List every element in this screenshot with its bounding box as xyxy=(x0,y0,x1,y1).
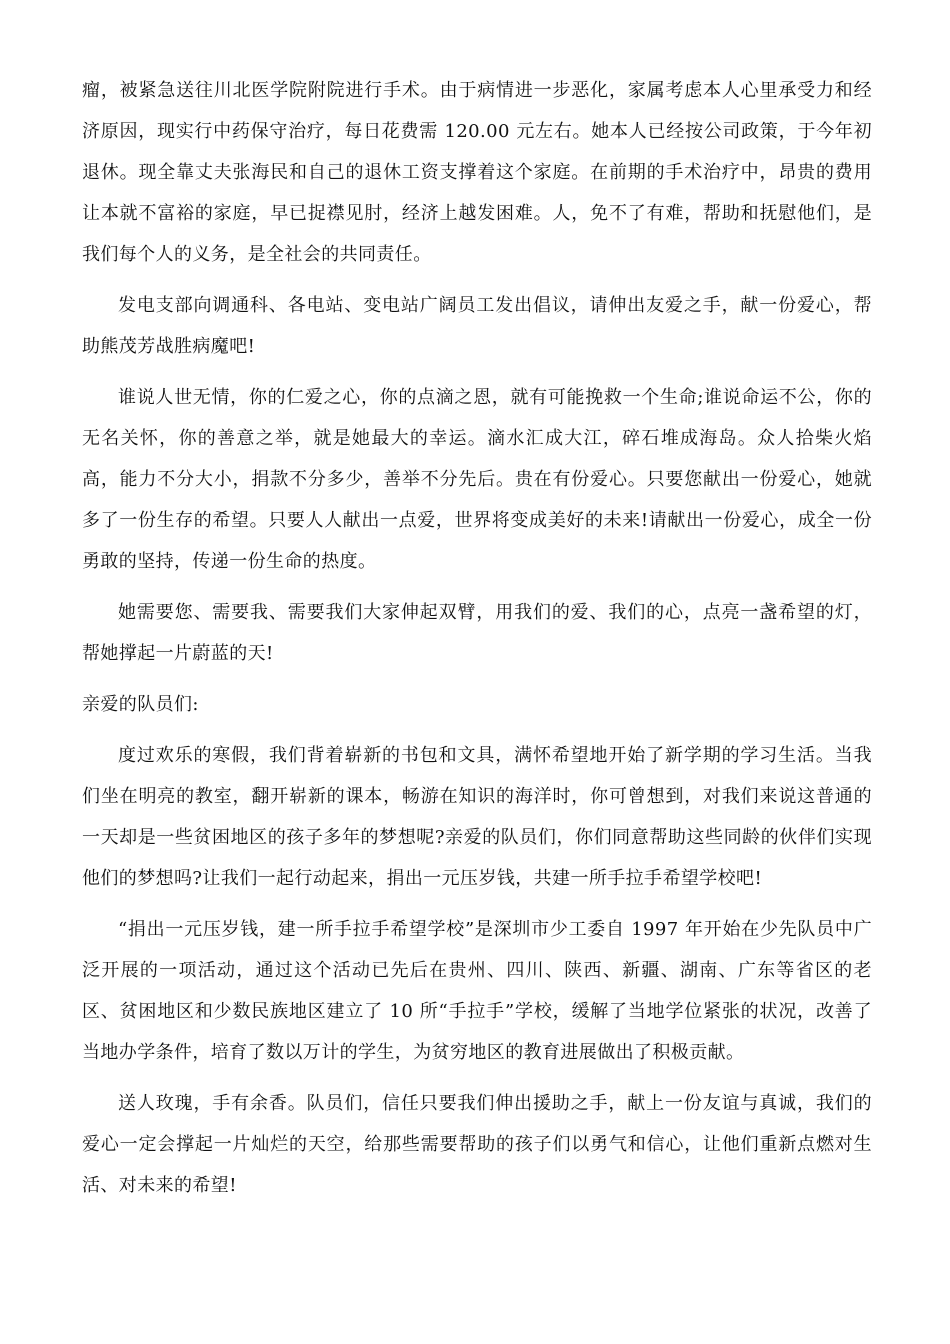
paragraph-5: 度过欢乐的寒假，我们背着崭新的书包和文具，满怀希望地开始了新学期的学习生活。当我们坐在明亮的教室，翻开崭新的课本，畅游在知识的海洋时，你可曾想到，对我们来说这普通的一天却是一些贫困地区的孩子多年的梦想呢?亲爱的队员们，你们同意帮助这些同龄的伙伴们实现他们的梦想吗?让我们一起行动起来，捐出一元压岁钱，共建一所手拉手希望学校吧! xyxy=(82,745,872,889)
paragraph-2: 发电支部向调通科、各电站、变电站广阔员工发出倡议，请伸出友爱之手，献一份爱心，帮助熊茂芳战胜病魔吧! xyxy=(82,295,872,357)
paragraph-4: 她需要您、需要我、需要我们大家伸起双臂，用我们的爱、我们的心，点亮一盏希望的灯，帮她撑起一片蔚蓝的天! xyxy=(82,602,872,664)
paragraph-7: 送人玫瑰，手有余香。队员们，信任只要我们伸出援助之手，献上一份友谊与真诚，我们的爱心一定会撑起一片灿烂的天空，给那些需要帮助的孩子们以勇气和信心，让他们重新点燃对生活、对未来的希望! xyxy=(82,1093,872,1196)
paragraph-1: 瘤，被紧急送往川北医学院附院进行手术。由于病情进一步恶化，家属考虑本人心里承受力和经济原因，现实行中药保守治疗，每日花费需 120.00 元左右。她本人已经按公司政策，于今年初退休。现全靠丈夫张海民和自己的退休工资支撑着这个家庭。在前期的手术治疗中，昂贵的费用让本就不富裕的家庭，早已捉襟见肘，经济上越发困难。人，免不了有难，帮助和抚慰他们，是我们每个人的义务，是全社会的共同责任。 xyxy=(82,80,872,265)
salutation: 亲爱的队员们: xyxy=(82,694,199,715)
paragraph-3: 谁说人世无情，你的仁爱之心，你的点滴之恩，就有可能挽救一个生命;谁说命运不公，你的无名关怀，你的善意之举，就是她最大的幸运。滴水汇成大江，碎石堆成海岛。众人拾柴火焰高，能力不分大小，捐款不分多少，善举不分先后。贵在有份爱心。只要您献出一份爱心，她就多了一份生存的希望。只要人人献出一点爱，世界将变成美好的未来!请献出一份爱心，成全一份勇敢的坚持，传递一份生命的热度。 xyxy=(82,387,872,572)
document-page xyxy=(82,70,872,1216)
paragraph-6: “捐出一元压岁钱，建一所手拉手希望学校”是深圳市少工委自 1997 年开始在少先队员中广泛开展的一项活动，通过这个活动已先后在贵州、四川、陕西、新疆、湖南、广东等省区的老区、贫困地区和少数民族地区建立了 10 所“手拉手”学校，缓解了当地学位紧张的状况，改善了当地办学条件，培育了数以万计的学生，为贫穷地区的教育进展做出了积极贡献。 xyxy=(82,919,872,1063)
